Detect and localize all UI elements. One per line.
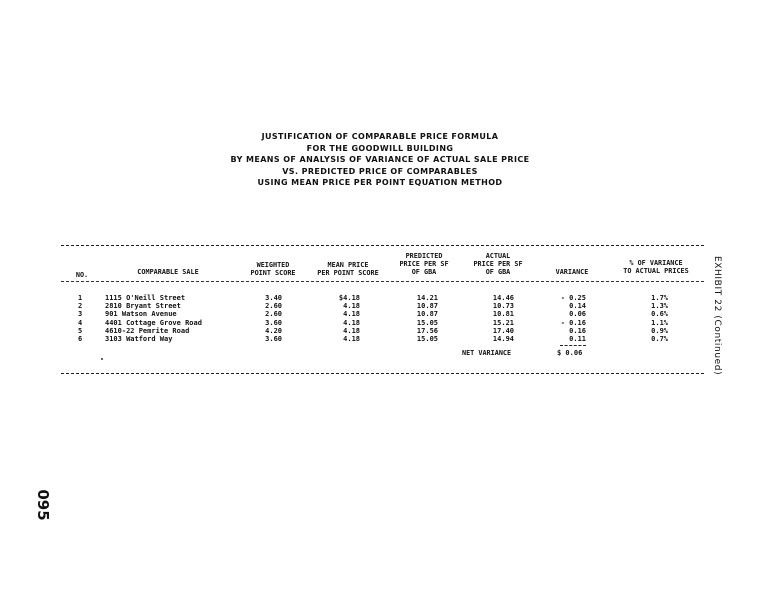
header-rule <box>61 281 704 282</box>
predicted-price: 15.05 <box>416 335 438 343</box>
row-number: 6 <box>78 335 83 343</box>
header-mean-line-1: MEAN PRICE <box>327 261 369 269</box>
page-number: 095 <box>34 489 52 521</box>
title-line-1: JUSTIFICATION OF COMPARABLE PRICE FORMULA <box>261 132 499 141</box>
actual-price: 14.46 <box>492 294 514 302</box>
header-mean-line-2: PER POINT SCORE <box>317 269 379 277</box>
header-pct-line-2: TO ACTUAL PRICES <box>623 267 689 275</box>
header-actual-line-1: ACTUAL <box>485 252 511 260</box>
weighted-point-score: 3.60 <box>265 335 282 343</box>
percent-variance: 0.6% <box>651 310 668 319</box>
row-number: 1 <box>78 294 83 302</box>
stray-mark <box>101 358 103 360</box>
net-variance-rule <box>560 345 586 346</box>
header-predicted-line-2: PRICE PER SF <box>399 260 449 268</box>
mean-price-per-point: 4.18 <box>343 318 360 327</box>
comparable-sale-name: 3103 Watford Way <box>105 335 173 343</box>
weighted-point-score: 4.20 <box>265 326 282 335</box>
header-comparable-sale: COMPARABLE SALE <box>137 268 199 276</box>
comparable-sale-name: 1115 O'Neill Street <box>105 294 186 302</box>
exhibit-side-label: EXHIBIT 22 (Continued) <box>712 256 722 376</box>
header-predicted-line-1: PREDICTED <box>405 252 443 260</box>
comparable-sale-name: 4401 Cottage Grove Road <box>105 318 202 327</box>
header-weighted-point-score <box>237 261 309 277</box>
variance-value: 0.16 <box>569 326 586 335</box>
mean-price-per-point: 4.18 <box>343 310 360 319</box>
title-line-5: USING MEAN PRICE PER POINT EQUATION METHOD <box>257 178 503 187</box>
predicted-price: 10.87 <box>416 302 438 311</box>
row-number: 3 <box>78 310 83 319</box>
mean-price-per-point: 4.18 <box>343 326 360 335</box>
header-pct-line-1: % OF VARIANCE <box>629 259 683 267</box>
variance-value: 0.06 <box>569 310 586 319</box>
comparable-sale-name: 901 Watson Avenue <box>105 310 177 319</box>
header-weighted-line-2: POINT SCORE <box>250 269 296 277</box>
weighted-point-score: 3.60 <box>265 318 282 327</box>
header-predicted-price <box>388 252 460 276</box>
header-percent-variance <box>612 259 700 275</box>
weighted-point-score: 3.40 <box>265 294 282 302</box>
predicted-price: 10.87 <box>416 310 438 319</box>
document-title <box>200 131 560 189</box>
predicted-price: 14.21 <box>416 294 438 302</box>
weighted-point-score: 2.60 <box>265 310 282 319</box>
variance-value: 0.11 <box>569 335 586 343</box>
header-actual-price <box>462 252 534 276</box>
mean-price-per-point: 4.18 <box>343 302 360 311</box>
predicted-price: 17.56 <box>416 326 438 335</box>
percent-variance: 1.1% <box>651 318 668 327</box>
table-top-rule <box>61 245 704 246</box>
actual-price: 15.21 <box>492 318 514 327</box>
net-variance-label: NET VARIANCE <box>462 349 512 357</box>
title-line-3: BY MEANS OF ANALYSIS OF VARIANCE OF ACTUAL SALE PRICE <box>230 155 530 164</box>
row-number: 2 <box>78 302 83 311</box>
title-line-4: VS. PREDICTED PRICE OF COMPARABLES <box>282 166 478 176</box>
variance-value: - 0.16 <box>560 318 586 327</box>
percent-variance: 0.7% <box>651 335 668 343</box>
header-mean-price <box>306 261 390 277</box>
header-variance: VARIANCE <box>555 268 589 276</box>
header-no: NO. <box>75 271 89 279</box>
actual-price: 10.81 <box>492 310 514 319</box>
variance-value: - 0.25 <box>560 294 586 302</box>
mean-price-per-point: 4.18 <box>343 335 360 343</box>
header-actual-line-3: OF GBA <box>485 268 511 276</box>
net-variance-value: $ 0.06 <box>557 349 583 357</box>
header-weighted-line-1: WEIGHTED <box>256 261 290 269</box>
header-actual-line-2: PRICE PER SF <box>473 260 523 268</box>
percent-variance: 0.9% <box>651 326 668 335</box>
title-line-2: FOR THE GOODWILL BUILDING <box>306 143 454 153</box>
mean-price-per-point: $4.18 <box>338 294 360 302</box>
table-bottom-rule <box>61 373 704 374</box>
comparable-sale-name: 2810 Bryant Street <box>105 302 181 311</box>
comparable-sale-name: 4610-22 Pemrite Road <box>105 326 190 335</box>
predicted-price: 15.05 <box>416 318 438 327</box>
weighted-point-score: 2.60 <box>265 302 282 311</box>
row-number: 4 <box>78 318 83 327</box>
variance-value: 0.14 <box>569 302 586 311</box>
percent-variance: 1.7% <box>651 294 668 302</box>
percent-variance: 1.3% <box>651 302 668 311</box>
actual-price: 14.94 <box>492 335 514 343</box>
header-predicted-line-3: OF GBA <box>411 268 437 276</box>
actual-price: 17.40 <box>492 326 514 335</box>
actual-price: 10.73 <box>492 302 514 311</box>
row-number: 5 <box>78 326 83 335</box>
